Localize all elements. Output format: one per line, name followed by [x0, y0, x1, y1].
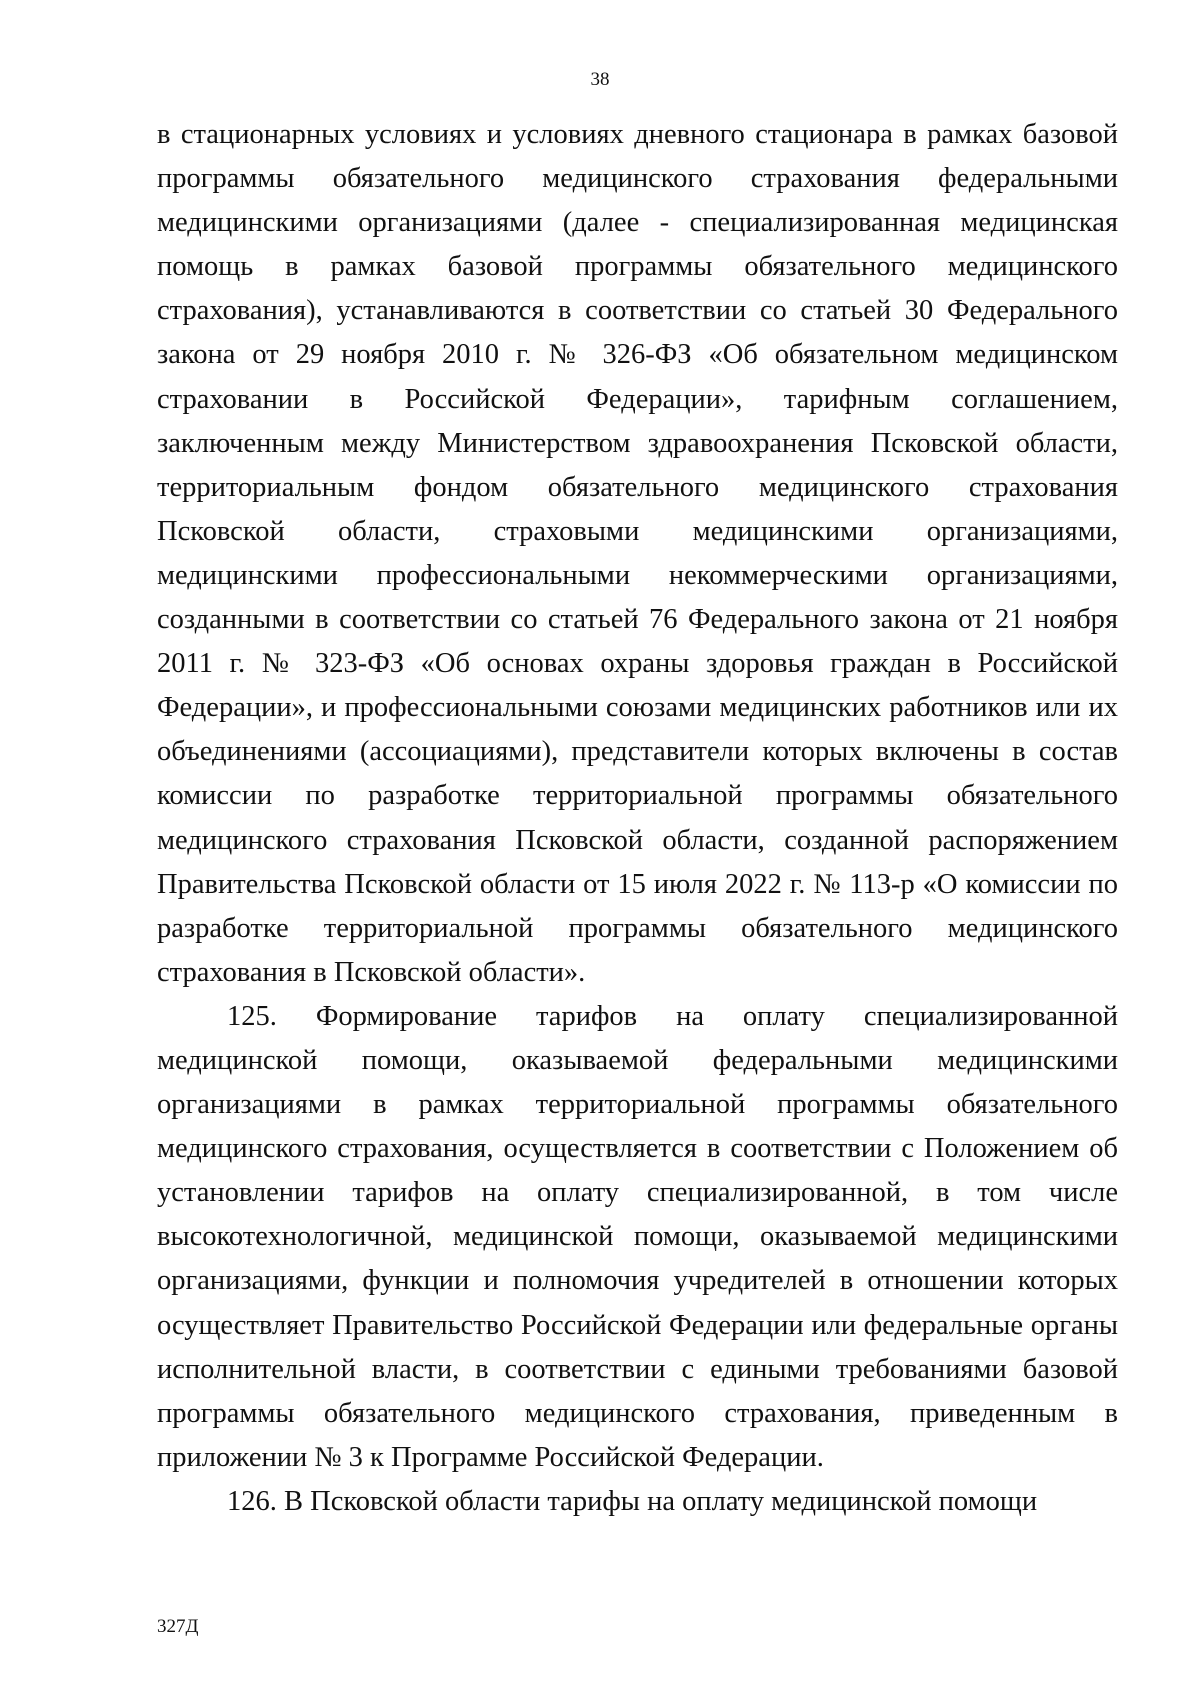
paragraph-125: 125. Формирование тарифов на оплату специализированной медицинской помощи, оказываемой федеральными медицинскими организациями в рамках территориальной программы обязательного медицинского страхования, осуществляется в соответствии с Положением об установлении тарифов на оплату специализированной, в том числе высокотехнологичной, медицинской помощи, оказываемой медицинскими организациями, функции и полномочия учредителей в отношении которых осуществляет Правительство Российской Федерации или федеральные органы исполнительной власти, в соответствии с едиными требованиями базовой программы обязательного медицинского страхования, приведенным в приложении № 3 к Программе Российской Федерации. — [157, 1000, 1118, 1473]
paragraph-126: 126. В Псковской области тарифы на оплату медицинской помощи — [227, 1485, 1038, 1517]
document-code: 327Д — [157, 1616, 199, 1637]
page-number: 38 — [590, 69, 610, 90]
paragraph-continuation: в стационарных условиях и условиях дневного стационара в рамках базовой программы обязательного медицинского страхования федеральными медицинскими организациями (далее - специализированная медицинская помощь в рамках базовой программы обязательного медицинского страхования), устанавливаются в соответствии со статьей 30 Федерального закона от 29 ноября 2010 г. № 326-ФЗ «Об обязательном медицинском страховании в Российской Федерации», тарифным соглашением, заключенным между Министерством здравоохранения Псковской области, территориальным фондом обязательного медицинского страхования Псковской области, страховыми медицинскими организациями, медицинскими профессиональными некоммерческими организациями, созданными в соответствии со статьей 76 Федерального закона от 21 ноября 2011 г. № 323-ФЗ «Об основах охраны здоровья граждан в Российской Федерации», и профессиональными союзами медицинских работников или их объединениями (ассоциациями), представители которых включены в состав комиссии по разработке территориальной программы обязательного медицинского страхования Псковской области, созданной распоряжением Правительства Псковской области от 15 июля 2022 г. № 113-р «О комиссии по разработке территориальной программы обязательного медицинского страхования в Псковской области». — [157, 119, 1118, 988]
document-body — [157, 113, 1118, 1524]
